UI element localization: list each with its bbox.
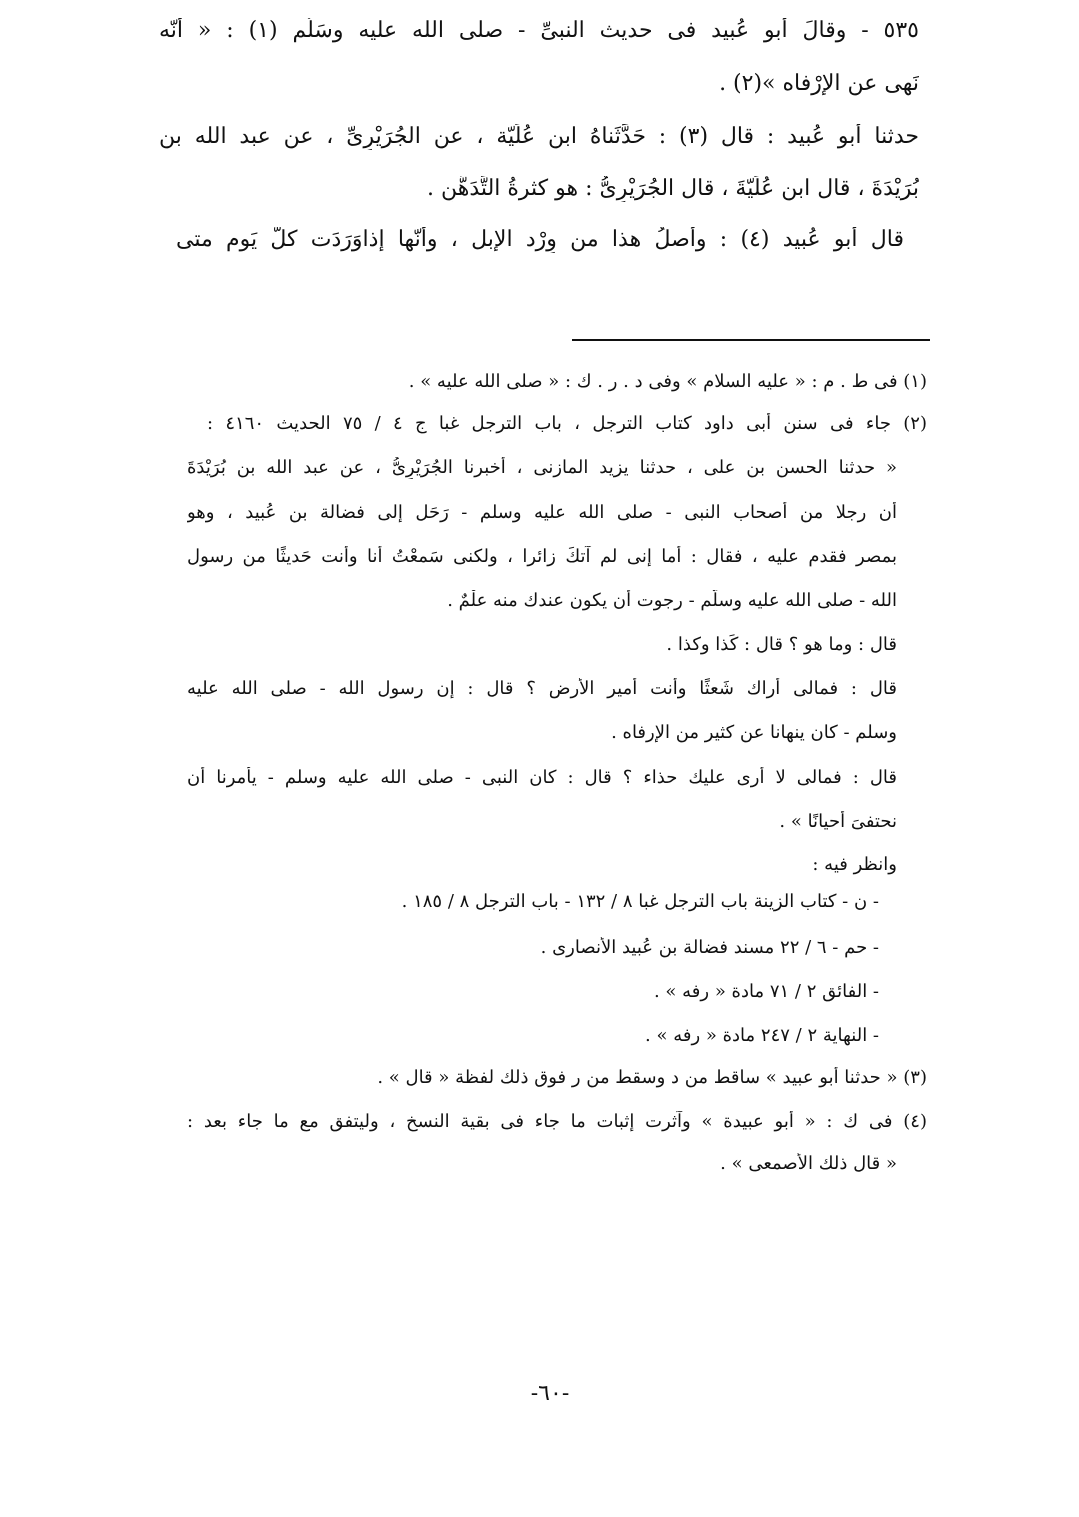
footnote-line: بمصر فقدم عليه ، فقال : أما إنى لم آتكَ زائرا ، ولكنى سَمعْتُ أنا وأنت حَديثًا من رسول <box>187 546 897 567</box>
footnote-line: قال : فمالى أراك شَعثًا وأنت أمير الأرض ؟ قال : إن رسول الله - صلى الله عليه <box>187 678 897 699</box>
footnote-line: (٤) فى ك : « أبو عبيدة » وآثرت إثبات ما جاء فى بقية النسخ ، وليتفق مع ما جاء بعد : <box>187 1111 927 1132</box>
footnote-line: وانظر فيه : <box>812 854 897 875</box>
footnote-line: نحتفىَ أحيانًا » . <box>779 811 897 832</box>
main-text-line: قال أبو عُبيد (٤) : وأصلُ هذا من وِرْد الإبل ، وأنّها إذاوَرَدَت كلَّ يَوم متى <box>176 227 904 252</box>
page-number: -٦٠- <box>530 1381 570 1406</box>
main-text-line: نَهى عن الإرْفاه »(٢) . <box>719 71 919 96</box>
footnote-line: الله - صلى الله عليه وسلّم - رجوت أن يكون عندك منه علْمٌ . <box>447 590 897 611</box>
footnote-line: « قال ذلك الأصمعى » . <box>720 1153 897 1174</box>
footnote-line: (٢) جاء فى سنن أبى داود كتاب الترجل ، باب الترجل غبا ج ٤ / ٧٥ الحديث ٤١٦٠ : <box>207 413 927 434</box>
footnote-separator <box>572 339 930 341</box>
footnote-line: أن رجلا من أصحاب النبى - صلى الله عليه وسلم - رَحَل إلى فضالة بن عُبيد ، وهو <box>187 502 897 523</box>
footnote-line: - الفائق ٢ / ٧١ مادة « رفه » . <box>653 981 879 1002</box>
footnote-line: (٣) « حدثنا أبو عبيد » ساقط من د وسقط من ر فوق ذلك لفظة « قال » . <box>377 1067 927 1088</box>
footnote-line: قال : فمالى لا أرى عليك حذاء ؟ قال : كان النبى - صلى الله عليه وسلم - يأمرنا أن <box>187 767 897 788</box>
footnote-line: قال : وما هو ؟ قال : كَذا وكذا . <box>666 634 897 655</box>
footnote-line: « حدثنا الحسن بن على ، حدثنا يزيد المازنى ، أخبرنا الجُرَيْرِىُّ ، عن عبد الله بن بُرَيْدَةَ <box>187 457 897 478</box>
footnote-line: - النهاية ٢ / ٢٤٧ مادة « رفه » . <box>645 1025 879 1046</box>
footnote-line: - حم - ٦ / ٢٢ مسند فضالة بن عُبيد الأنصارى . <box>540 937 879 958</box>
main-text-line: بُرَيْدَةَ ، قال ابن عُلَيّةَ ، قال الجُرَيْرِىُّ : هو كثرةُ التَّدَهُّنِ . <box>427 176 919 201</box>
footnote-line: وسلم - كان ينهانا عن كثير من الإرفاه . <box>611 722 897 743</box>
footnote-line: (١) فى ط . م : « عليه السلام » وفى د . ر . ك : « صلى الله عليه » . <box>408 371 927 392</box>
main-text-line: ٥٣٥ - وقالَ أبو عُبيد فى حديث النبىِّ - صلى الله عليه وسَلّم (١) : « أنّه <box>159 18 919 43</box>
footnote-line: - ن - كتاب الزينة باب الترجل غبا ٨ / ١٣٢ - باب الترجل ٨ / ١٨٥ . <box>401 891 879 912</box>
main-text-line: حدثنا أبو عُبيد : قال (٣) : حَدَّثَناهُ ابن عُلَيّة ، عن الجُرَيْرِىِّ ، عن عبد الله بن <box>159 124 919 149</box>
